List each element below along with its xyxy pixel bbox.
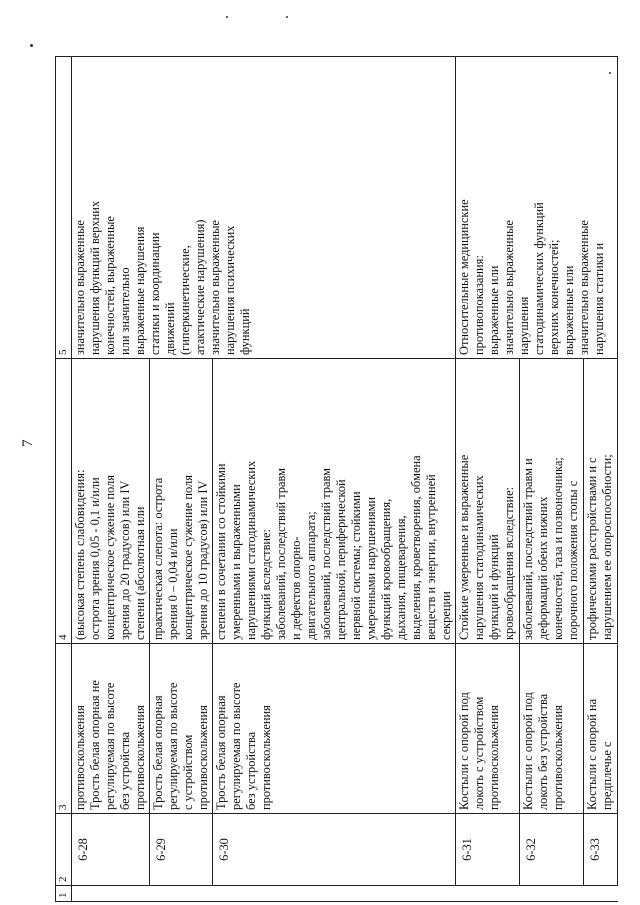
device-text: Костыли с опорой под локоть с устройством противоскольжения — [457, 692, 501, 810]
blank-cell — [213, 886, 456, 902]
blank-cell — [150, 886, 213, 902]
blank-cell — [456, 886, 520, 902]
indications-text: трофическими расстройствами и с нарушением ее опороспособности; — [585, 454, 614, 640]
device-cell — [150, 644, 213, 814]
contraindications-text: значительно выраженные нарушения статики и — [577, 220, 606, 355]
column-header: 3 — [56, 644, 72, 814]
blank-cell — [72, 886, 150, 902]
device-cell — [584, 644, 618, 814]
indications-text: практическая слепота: острота зрения 0 – 0,04 и/или концентрическое сужение поля зрения до 10 градусов) или IV — [151, 475, 210, 640]
contraindications-text: значительно выраженные нарушения функций верхних конечностей, выраженные или значительно выраженные нарушения статики и координации движений (гиперкинетические, атактические нарушения) значительно выраженные нарушения психических функций — [73, 200, 252, 355]
blank-cell — [520, 886, 584, 902]
device-text: Костыли с опорой на предплечье с — [585, 698, 614, 810]
table-row — [456, 57, 520, 902]
indications-cell — [520, 359, 584, 644]
device-text: Трость белая опорная регулируемая по высоте без устройства противоскольжения — [214, 682, 273, 810]
indications-text: заболеваний, последствий травм и деформаций обеих нижних конечностей, таза и позвоночника; порочного положения стопы с — [521, 457, 580, 640]
indications-cell — [72, 359, 150, 644]
code-cell: 6-32 — [520, 814, 584, 886]
blank-cell — [584, 886, 618, 902]
indications-cell — [584, 359, 618, 644]
device-text: Костыли с опорой под локоть без устройства противоскольжения — [521, 692, 565, 810]
indications-cell — [456, 359, 520, 644]
device-cell — [72, 644, 150, 814]
device-text: Трость белая опорная регулируемая по высоте с устройством противоскольжения — [151, 682, 210, 810]
indications-text: степени в сочетании со стойкими умеренными и выраженными нарушениями статодинамических функций вследствие: заболеваний, последствий травм и дефектов опорно- двигательного аппарата; заболеваний, последствий травм центральной, периферической нервной системы; стойкими умеренными нарушениями функций кровообращения, дыхания, пищеварения, выделения, кроветворения, обмена веществ и энергии, внутренней секреции — [214, 455, 453, 640]
table-row — [72, 57, 150, 902]
column-header: 4 — [56, 359, 72, 644]
device-text: противоскольжения Трость белая опорная не регулируемая по высоте без устройства противоскольжения — [73, 680, 147, 810]
device-cell — [213, 644, 456, 814]
device-cell — [456, 644, 520, 814]
code-cell: 6-33 — [584, 814, 618, 886]
code-cell: 6-31 — [456, 814, 520, 886]
column-header: 5 — [56, 57, 72, 359]
column-header: 2 — [56, 814, 72, 886]
device-cell — [520, 644, 584, 814]
code-cell: 6-28 — [72, 814, 150, 886]
contraindications-text: значительно выраженные нарушения статодинамических функций верхних конечностей; выраженные или — [502, 202, 576, 355]
page-number: 7 — [20, 439, 36, 447]
contraindications-cell — [72, 57, 456, 359]
contraindications-text: Относительные медицинские противопоказания: выраженные или — [457, 199, 501, 355]
indications-cell — [213, 359, 456, 644]
column-header: 1 — [56, 886, 72, 902]
indications-cell — [150, 359, 213, 644]
code-cell: 6-30 — [213, 814, 456, 886]
table-header-row — [56, 57, 72, 902]
indications-text: Стойкие умеренные и выраженные нарушения статодинамических функций и функций кровообращения вследствие: — [457, 454, 516, 640]
contraindications-cell — [456, 57, 618, 359]
document-table — [55, 56, 618, 902]
indications-text: (высокая степень слабовидения: острота зрения 0,05 - 0,1 и/или концентрическое сужение поля зрения до 20 градусов) или IV степени (абсолютная или — [73, 469, 147, 640]
code-cell: 6-29 — [150, 814, 213, 886]
